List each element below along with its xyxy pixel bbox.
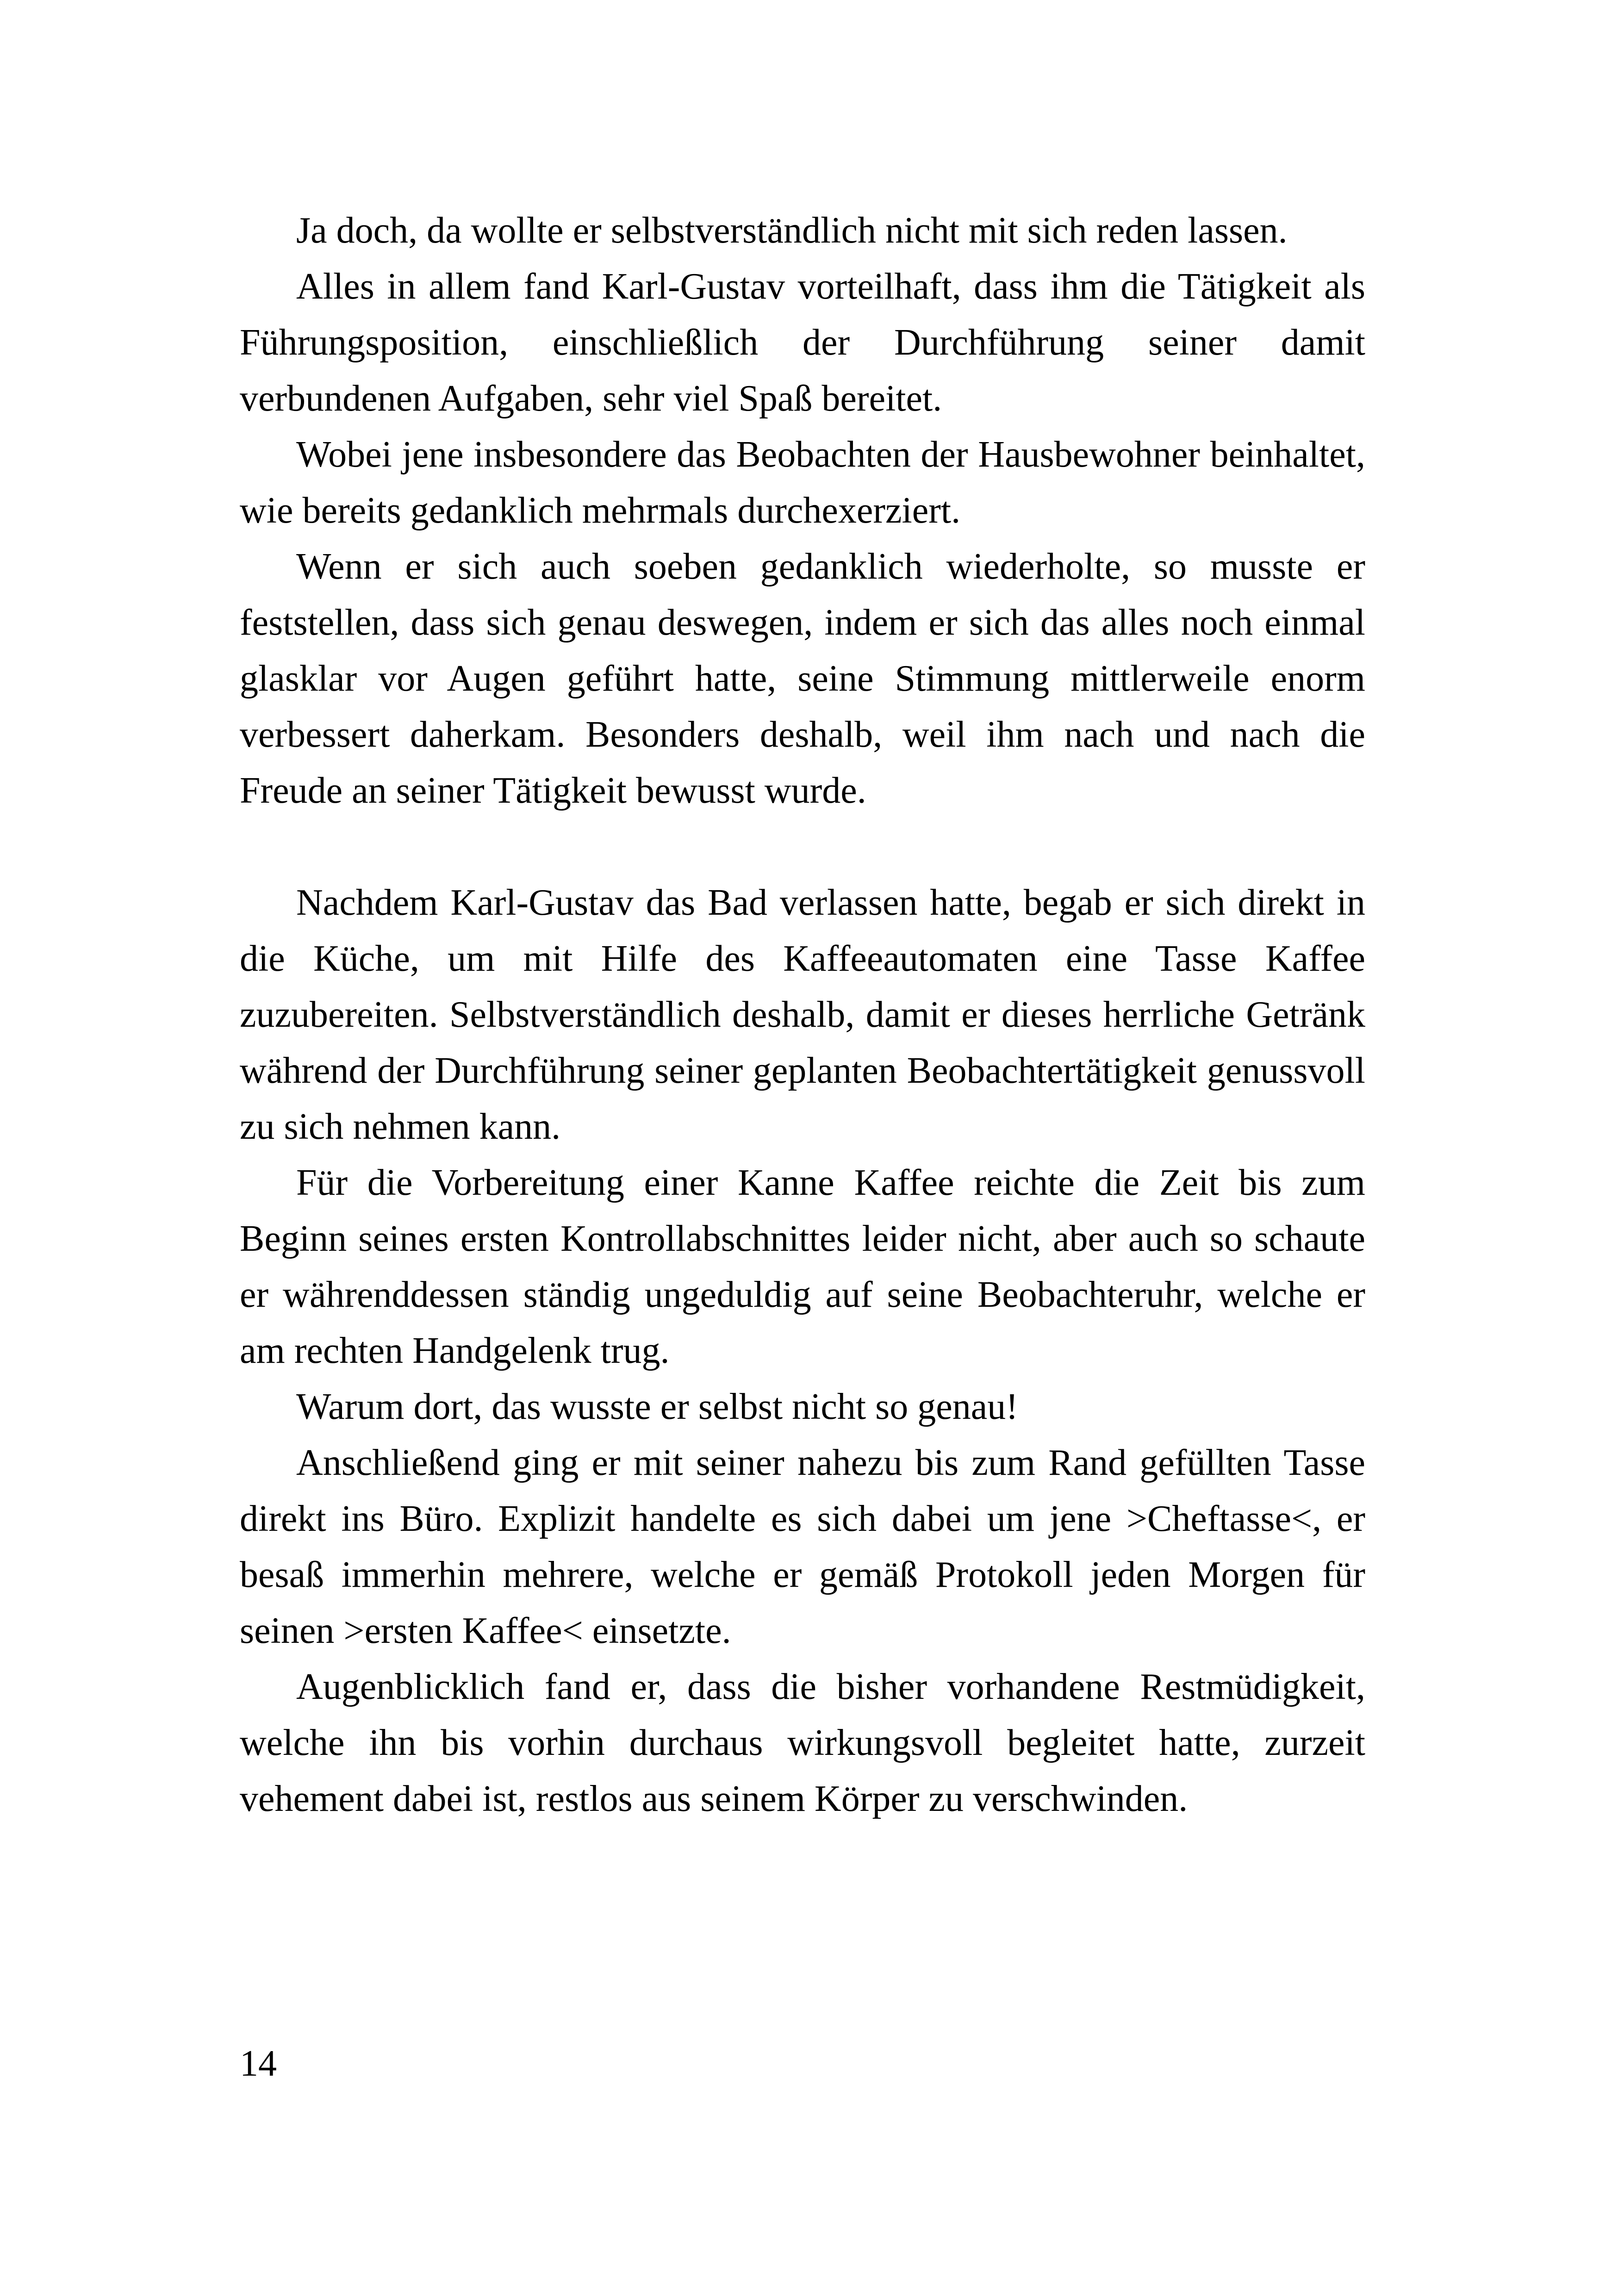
paragraph: Ja doch, da wollte er selbstverständlich nicht mit sich reden lassen.	[296, 210, 1288, 251]
body-text	[240, 203, 1365, 1827]
paragraph: Wenn er sich auch soeben gedanklich wiederholte, so musste er feststellen, dass sich genau deswegen, indem er sich das alles noch einmal glasklar vor Augen geführt hatte, seine Stimmung mittlerweile enorm verbessert daherkam. Besonders deshalb, weil ihm nach und nach die Freude an seiner Tätigkeit bewusst wurde.	[240, 546, 1365, 811]
paragraph: Wobei jene insbesondere das Beobachten der Hausbewohner beinhaltet, wie bereits gedanklich mehrmals durchexerziert.	[240, 434, 1365, 531]
paragraph: Augenblicklich fand er, dass die bisher vorhandene Restmüdigkeit, welche ihn bis vorhin durchaus wirkungsvoll begleitet hatte, zurzeit vehement dabei ist, restlos aus seinem Körper zu verschwinden.	[240, 1666, 1365, 1819]
paragraph: Alles in allem fand Karl-Gustav vorteilhaft, dass ihm die Tätigkeit als Führungsposition, einschließlich der Durchführung seiner damit verbundenen Aufgaben, sehr viel Spaß bereitet.	[240, 266, 1365, 419]
paragraph: Warum dort, das wusste er selbst nicht so genau!	[296, 1386, 1018, 1427]
paragraph: Nachdem Karl-Gustav das Bad verlassen hatte, begab er sich direkt in die Küche, um mit Hilfe des Kaffeeautomaten eine Tasse Kaffee zuzubereiten. Selbstverständlich deshalb, damit er dieses herrliche Getränk während der Durchführung seiner geplanten Beobachtertätigkeit genussvoll zu sich nehmen kann.	[240, 882, 1365, 1147]
paragraph: Anschließend ging er mit seiner nahezu bis zum Rand gefüllten Tasse direkt ins Büro. Explizit handelte es sich dabei um jene >Cheftasse<, er besaß immerhin mehrere, welche er gemäß Protokoll jeden Morgen für seinen >ersten Kaffee< einsetzte.	[240, 1442, 1365, 1651]
paragraph: Für die Vorbereitung einer Kanne Kaffee reichte die Zeit bis zum Beginn seines ersten Kontrollabschnittes leider nicht, aber auch so schaute er währenddessen ständig ungeduldig auf seine Beobachteruhr, welche er am rechten Handgelenk trug.	[240, 1162, 1365, 1371]
page-number: 14	[240, 2043, 277, 2084]
